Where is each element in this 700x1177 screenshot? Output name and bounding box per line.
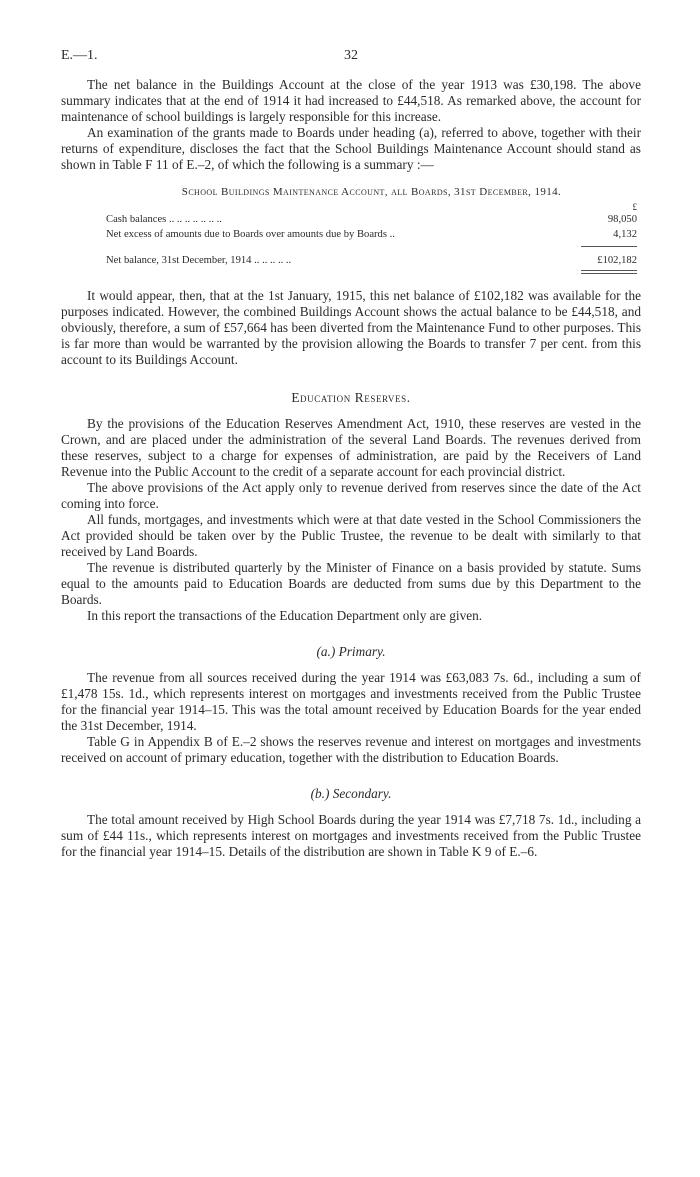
sum-rule bbox=[581, 246, 637, 247]
document-reference: E.—1. bbox=[61, 48, 98, 63]
page-header bbox=[61, 48, 641, 68]
maintenance-account-summary bbox=[61, 185, 641, 274]
subheading-secondary: (b.) Secondary. bbox=[310, 786, 392, 801]
primary-paragraph-2: Table G in Appendix B of E.–2 shows the reserves revenue and interest on mortgages and investments received on account of primary education, together with the distribution to Education Boards. bbox=[61, 734, 641, 765]
intro-paragraph-2: An examination of the grants made to Boards under heading (a), referred to above, together with their returns of expenditure, discloses the fact that the School Buildings Maintenance Account should stand as shown in Table F 11 of E.–2, of which the following is a summary :— bbox=[61, 125, 641, 172]
summary-total-label: Net balance, 31st December, 1914 .. .. .. .. .. bbox=[106, 255, 292, 266]
page-number: 32 bbox=[344, 48, 358, 63]
summary-row-value: 98,050 bbox=[607, 214, 637, 225]
summary-row-label: Cash balances .. .. .. .. .. .. .. bbox=[106, 214, 222, 225]
intro-paragraph-1: The net balance in the Buildings Account at the close of the year 1913 was £30,198. The above summary indicates that at the end of 1914 it had increased to £44,518. As remarked above, the account for maintenance of school buildings is largely responsible for this increase. bbox=[61, 77, 641, 124]
summary-row-label: Net excess of amounts due to Boards over amounts due by Boards .. bbox=[106, 229, 395, 240]
currency-symbol: £ bbox=[632, 202, 637, 212]
reserves-paragraph-2: The above provisions of the Act apply only to revenue derived from reserves since the date of the Act coming into force. bbox=[61, 480, 641, 511]
after-summary-paragraph: It would appear, then, that at the 1st January, 1915, this net balance of £102,182 was available for the purposes indicated. However, the combined Buildings Account shows the actual balance to be £44,518, and obviously, therefore, a sum of £57,664 has been diverted from the Maintenance Fund to other purposes. This is far more than would be warranted by the provision allowing the Boards to transfer 7 per cent. from this account to its Buildings Account. bbox=[61, 288, 641, 367]
reserves-paragraph-3: All funds, mortgages, and investments which were at that date vested in the School Commissioners the Act provided should be taken over by the Public Trustee, the revenue to be dealt with similarly to that received by Land Boards. bbox=[61, 512, 641, 559]
subheading-primary: (a.) Primary. bbox=[316, 644, 386, 659]
reserves-paragraph-5: In this report the transactions of the Education Department only are given. bbox=[87, 608, 483, 623]
summary-row bbox=[106, 227, 637, 242]
summary-total-value: £102,182 bbox=[597, 255, 637, 266]
primary-paragraph-1: The revenue from all sources received during the year 1914 was £63,083 7s. 6d., including a sum of £1,478 15s. 1d., which represents interest on mortgages and investments received from the Public Trustee for the financial year 1914–15. This was the total amount received by Education Boards for the year ended the 31st December, 1914. bbox=[61, 670, 641, 733]
summary-title: School Buildings Maintenance Account, all Boards, 31st December, 1914. bbox=[181, 186, 562, 198]
section-heading-education-reserves: Education Reserves. bbox=[291, 390, 411, 405]
reserves-paragraph-1: By the provisions of the Education Reserves Amendment Act, 1910, these reserves are vested in the Crown, and are placed under the administration of the several Land Boards. The revenues derived from these reserves, subject to a charge for expenses of administration, are paid by the Receivers of Land Revenue into the Public Account to the credit of a separate account for each provincial district. bbox=[61, 416, 641, 479]
reserves-paragraph-4: The revenue is distributed quarterly by the Minister of Finance on a basis provided by statute. Sums equal to the amounts paid to Education Boards are deducted from sums due by this Department to the Boards. bbox=[61, 560, 641, 607]
summary-row-value: 4,132 bbox=[613, 229, 637, 240]
secondary-paragraph-1: The total amount received by High School Boards during the year 1914 was £7,718 7s. 1d., including a sum of £44 11s., which represents interest on mortgages and investments received from the Public Trustee for the financial year 1914–15. Details of the distribution are shown in Table K 9 of E.–6. bbox=[61, 812, 641, 859]
summary-total-row bbox=[106, 253, 637, 268]
page-body bbox=[61, 77, 641, 860]
summary-row bbox=[106, 212, 637, 227]
